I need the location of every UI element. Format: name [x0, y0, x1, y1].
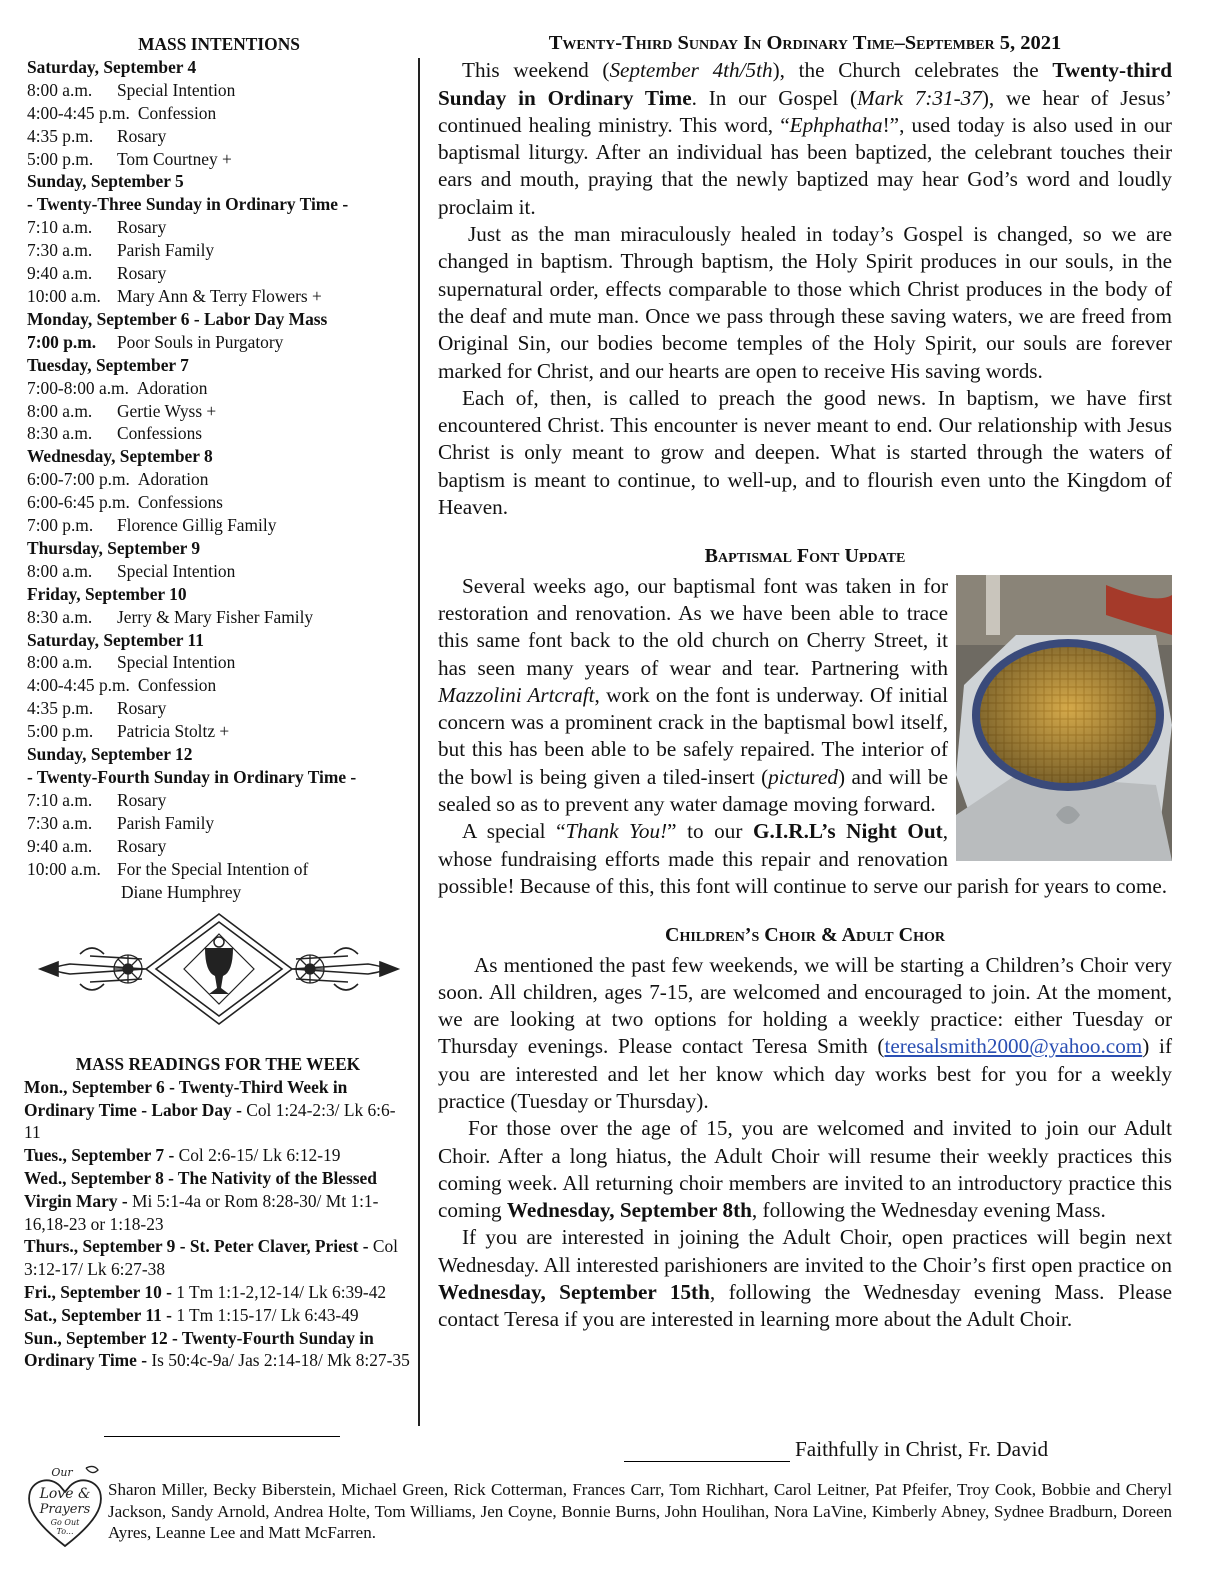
intention-line	[27, 560, 411, 583]
intention-line	[27, 858, 411, 881]
intention-time: 8:00 a.m.	[27, 560, 93, 581]
intention-line: Thursday, September 9	[27, 537, 201, 558]
intention-name: Florence Gillig Family	[117, 515, 277, 536]
intention-line	[27, 400, 411, 423]
intention-time: 5:00 p.m.	[27, 721, 94, 742]
intention-line	[27, 377, 411, 400]
intention-name: Jerry & Mary Fisher Family	[117, 606, 314, 627]
intention-line	[27, 422, 411, 445]
intention-name: Special Intention	[117, 652, 236, 673]
intention-time: 9:40 a.m.	[27, 263, 93, 284]
intention-time: 8:00 a.m.	[27, 400, 93, 421]
intention-name: Confession	[137, 675, 217, 696]
intention-line	[27, 606, 411, 629]
intention-time: 7:00 p.m.	[27, 331, 97, 352]
main-article	[438, 30, 1172, 1334]
intention-line: Tuesday, September 7	[27, 354, 189, 375]
intention-line	[27, 674, 411, 697]
svg-text:Love &: Love &	[39, 1486, 91, 1502]
chalice-icon	[205, 937, 233, 994]
love-prayers-heart-logo	[24, 1462, 106, 1550]
intention-time: 7:00 p.m.	[27, 515, 94, 536]
intention-line	[27, 881, 411, 904]
intention-line	[27, 239, 411, 262]
intention-line: Monday, September 6 - Labor Day Mass	[27, 308, 328, 329]
intention-line	[27, 148, 411, 171]
choir-paragraph-2: For those over the age of 15, you are welcomed and invited to join our Adult Choir. After a long hiatus, the Adult Choir will resume their weekly practices this coming week. All returning choir members are invited to an introductory practice this coming Wednesday, September 8th, following the Wednesday evening Mass.	[438, 1116, 1172, 1223]
intention-line	[27, 262, 411, 285]
intention-line: Sunday, September 5	[27, 171, 184, 192]
intention-line	[27, 491, 411, 514]
intention-line	[27, 835, 411, 858]
intention-line: Sunday, September 12	[27, 744, 193, 765]
rosette-right	[296, 955, 324, 983]
baptismal-font-photo	[956, 575, 1172, 861]
intention-line: - Twenty-Three Sunday in Ordinary Time -	[27, 194, 349, 215]
reading-item: Mon., September 6 - Twenty-Third Week in Ordinary Time - Labor Day - Col 1:24-2:3/ Lk 6:6-11	[24, 1076, 396, 1143]
font-update-paragraph-1: Several weeks ago, our baptismal font was taken in for restoration and renovation. As we have been able to trace this same font back to the old church on Cherry Street, it has seen many years of wear and tear. Partnering with Mazzolini Artcraft, work on the font is underway. Of initial concern was a prominent crack in the baptismal bowl itself, but this has been able to be safely repaired. The interior of the bowl is being given a tiled-insert (pictured) and will be sealed so as to prevent any water damage moving forward.	[438, 573, 949, 817]
intention-time: 4:00-4:45 p.m.	[27, 675, 130, 696]
svg-text:To...: To...	[56, 1527, 74, 1536]
intention-time: 4:35 p.m.	[27, 698, 94, 719]
intention-name: Rosary	[117, 263, 167, 284]
intention-name: Adoration	[136, 377, 208, 398]
intention-name: Mary Ann & Terry Flowers +	[117, 285, 322, 306]
intention-name: Tom Courtney +	[117, 148, 232, 169]
font-update-paragraph-2: A special “Thank You!” to our G.I.R.L’s Night Out, whose fundraising efforts made this repair and renovation possible! Because of this, this font will continue to serve our parish for years to come.	[438, 819, 1168, 898]
svg-text:Our: Our	[51, 1466, 73, 1479]
intention-time: 8:00 a.m.	[27, 79, 93, 100]
intention-name: For the Special Intention of	[117, 858, 309, 879]
intention-time: 8:00 a.m.	[27, 652, 93, 673]
intention-time: 8:30 a.m.	[27, 423, 93, 444]
reading-item: Thurs., September 9 - St. Peter Claver, Priest - Col 3:12-17/ Lk 6:27-38	[24, 1236, 399, 1280]
intention-line	[27, 125, 411, 148]
intention-time: 4:00-4:45 p.m.	[27, 102, 130, 123]
reading-item: Wed., September 8 - The Nativity of the Blessed Virgin Mary - Mi 5:1-4a or Rom 8:28-30/ Mt 1:1-16,18-23 or 1:18-23	[24, 1167, 379, 1234]
intention-line	[27, 651, 411, 674]
intention-name: Confessions	[137, 492, 223, 513]
article-paragraph-1: This weekend (September 4th/5th), the Church celebrates the Twenty-third Sunday in Ordinary Time. In our Gospel (Mark 7:31-37), we hear of Jesus’ continued healing ministry. This word, “Ephphatha!”, used today is also used in our baptismal liturgy. After an individual has been baptized, the celebrant touches their ears and mouth, praying that the newly baptized may hear God’s word and loudly proclaim it.	[438, 58, 1172, 219]
signature-line	[624, 1461, 790, 1462]
intention-time: 4:35 p.m.	[27, 125, 94, 146]
mass-intentions	[27, 33, 411, 903]
mass-intentions-heading: MASS INTENTIONS	[138, 34, 300, 54]
column-divider	[418, 58, 420, 1426]
intention-line	[27, 789, 411, 812]
font-update-section	[438, 573, 1172, 901]
intention-line: - Twenty-Fourth Sunday in Ordinary Time -	[27, 767, 357, 787]
svg-text:Go Out: Go Out	[50, 1518, 80, 1527]
intention-line	[27, 216, 411, 239]
choir-paragraph-1: As mentioned the past few weekends, we will be starting a Children’s Choir very soon. All children, ages 7-15, are welcomed and encouraged to join. At the moment, we are looking at two options for holding a weekly practice: either Tuesday or Thursday evenings. Please contact Teresa Smith (teresalsmith2000@yahoo.com) if you are interested and let her know which day works best for you for a weekly practice (Tuesday or Thursday).	[438, 952, 1173, 1113]
rosette-left	[114, 955, 142, 983]
intention-name: Rosary	[117, 125, 167, 146]
intention-line	[27, 514, 411, 537]
intention-time: 7:30 a.m.	[27, 812, 93, 833]
intention-time: 10:00 a.m.	[27, 285, 101, 306]
article-paragraph-2: Just as the man miraculously healed in today’s Gospel is changed, so we are changed in baptism. Through baptism, the Holy Spirit produces in our souls, in the supernatural order, effects comparable to those which Christ produces in the body of the deaf and mute man. Once we pass through these saving waters, we are freed from Original Sin, our bodies become temples of the Holy Spirit, our souls are forever marked for Christ, and our hearts are open to receive His saving words.	[438, 222, 1172, 383]
choir-title: Children’s Choir & Adult Chor	[665, 924, 945, 947]
intention-line	[27, 720, 411, 743]
chalice-ornament	[30, 912, 408, 1027]
intention-name: Rosary	[117, 698, 167, 719]
intention-time: 7:10 a.m.	[27, 217, 93, 238]
signoff: Faithfully in Christ, Fr. David	[795, 1437, 1049, 1461]
intention-line	[27, 468, 411, 491]
mass-readings	[24, 1053, 412, 1372]
reading-item: Sun., September 12 - Twenty-Fourth Sunday in Ordinary Time - Is 50:4c-9a/ Jas 2:14-18/ Mk 8:27-35	[24, 1327, 410, 1371]
font-update-title: Baptismal Font Update	[704, 545, 906, 568]
email-link[interactable]: teresalsmith2000@yahoo.com	[884, 1034, 1143, 1059]
intention-time: 7:10 a.m.	[27, 789, 93, 810]
intention-line: Friday, September 10	[27, 583, 187, 604]
intention-time: 7:00-8:00 a.m.	[27, 377, 129, 398]
intention-name: Rosary	[117, 217, 167, 238]
intention-name: Patricia Stoltz +	[117, 721, 230, 742]
svg-text:Prayers: Prayers	[39, 1502, 91, 1517]
intention-name: Confession	[137, 102, 217, 123]
intention-name: Rosary	[117, 789, 167, 810]
choir-paragraph-3: If you are interested in joining the Adult Choir, open practices will begin next Wednesday. All interested parishioners are invited to the Choir’s first open practice on Wednesday, September 15th, following the Wednesday evening Mass. Please contact Teresa if you are interested in learning more about the Adult Choir.	[438, 1225, 1172, 1332]
intention-name: Parish Family	[117, 812, 215, 833]
intention-line	[27, 697, 411, 720]
readings-heading: MASS READINGS FOR THE WEEK	[75, 1054, 361, 1074]
intention-line: Saturday, September 11	[27, 629, 204, 650]
intention-line	[27, 79, 411, 102]
reading-item: Sat., September 11 - 1 Tm 1:15-17/ Lk 6:43-49	[24, 1304, 359, 1325]
intention-line	[27, 331, 411, 354]
separator-left	[104, 1436, 340, 1437]
intention-name: Rosary	[117, 835, 167, 856]
intention-time: 6:00-6:45 p.m.	[27, 492, 130, 513]
intention-line	[27, 102, 411, 125]
intention-line	[27, 812, 411, 835]
intention-time: 9:40 a.m.	[27, 835, 93, 856]
mass-intentions-list	[27, 56, 411, 904]
intention-time: 5:00 p.m.	[27, 148, 94, 169]
intention-name: Special Intention	[117, 79, 236, 100]
intention-name: Adoration	[137, 469, 209, 490]
intention-name: Confessions	[117, 423, 203, 444]
intention-time: 6:00-7:00 p.m.	[27, 469, 130, 490]
intention-time: 10:00 a.m.	[27, 858, 101, 879]
intention-time: 7:30 a.m.	[27, 240, 93, 261]
intention-name: Diane Humphrey	[121, 881, 242, 902]
intention-time: 8:30 a.m.	[27, 606, 93, 627]
dove-icon	[86, 1466, 98, 1472]
intention-line: Wednesday, September 8	[27, 446, 213, 467]
prayer-list: Sharon Miller, Becky Biberstein, Michael Green, Rick Cotterman, Frances Carr, Tom Richhart, Carol Leitner, Pat Pfeifer, Troy Cook, Bobbie and Cheryl Jackson, Sandy Arnold, Andrea Holte, Tom Williams, Jen Coyne, Bonnie Burns, John Houlihan, Nora LaVine, Kimberly Abney, Sydnee Bradburn, Doreen Ayres, Leanne Lee and Matt McFarren.	[108, 1480, 1172, 1542]
intention-line	[27, 285, 411, 308]
intention-name: Special Intention	[117, 560, 236, 581]
intention-name: Parish Family	[117, 240, 215, 261]
intention-name: Gertie Wyss +	[117, 400, 217, 421]
intention-line: Saturday, September 4	[27, 56, 197, 77]
article-paragraph-3: Each of, then, is called to preach the good news. In baptism, we have first encountered Christ. This encounter is never meant to end. Our relationship with Jesus Christ is only meant to grow and deepen. What is started through the waters of baptism is meant to continue, to well-up, and to flourish even unto the Kingdom of Heaven.	[438, 385, 1172, 520]
reading-item: Fri., September 10 - 1 Tm 1:1-2,12-14/ Lk 6:39-42	[24, 1281, 387, 1302]
intention-name: Poor Souls in Purgatory	[117, 331, 284, 352]
readings-list	[24, 1076, 412, 1372]
reading-item: Tues., September 7 - Col 2:6-15/ Lk 6:12-19	[24, 1145, 341, 1166]
article-title: Twenty-Third Sunday In Ordinary Time–September 5, 2021	[548, 32, 1062, 54]
